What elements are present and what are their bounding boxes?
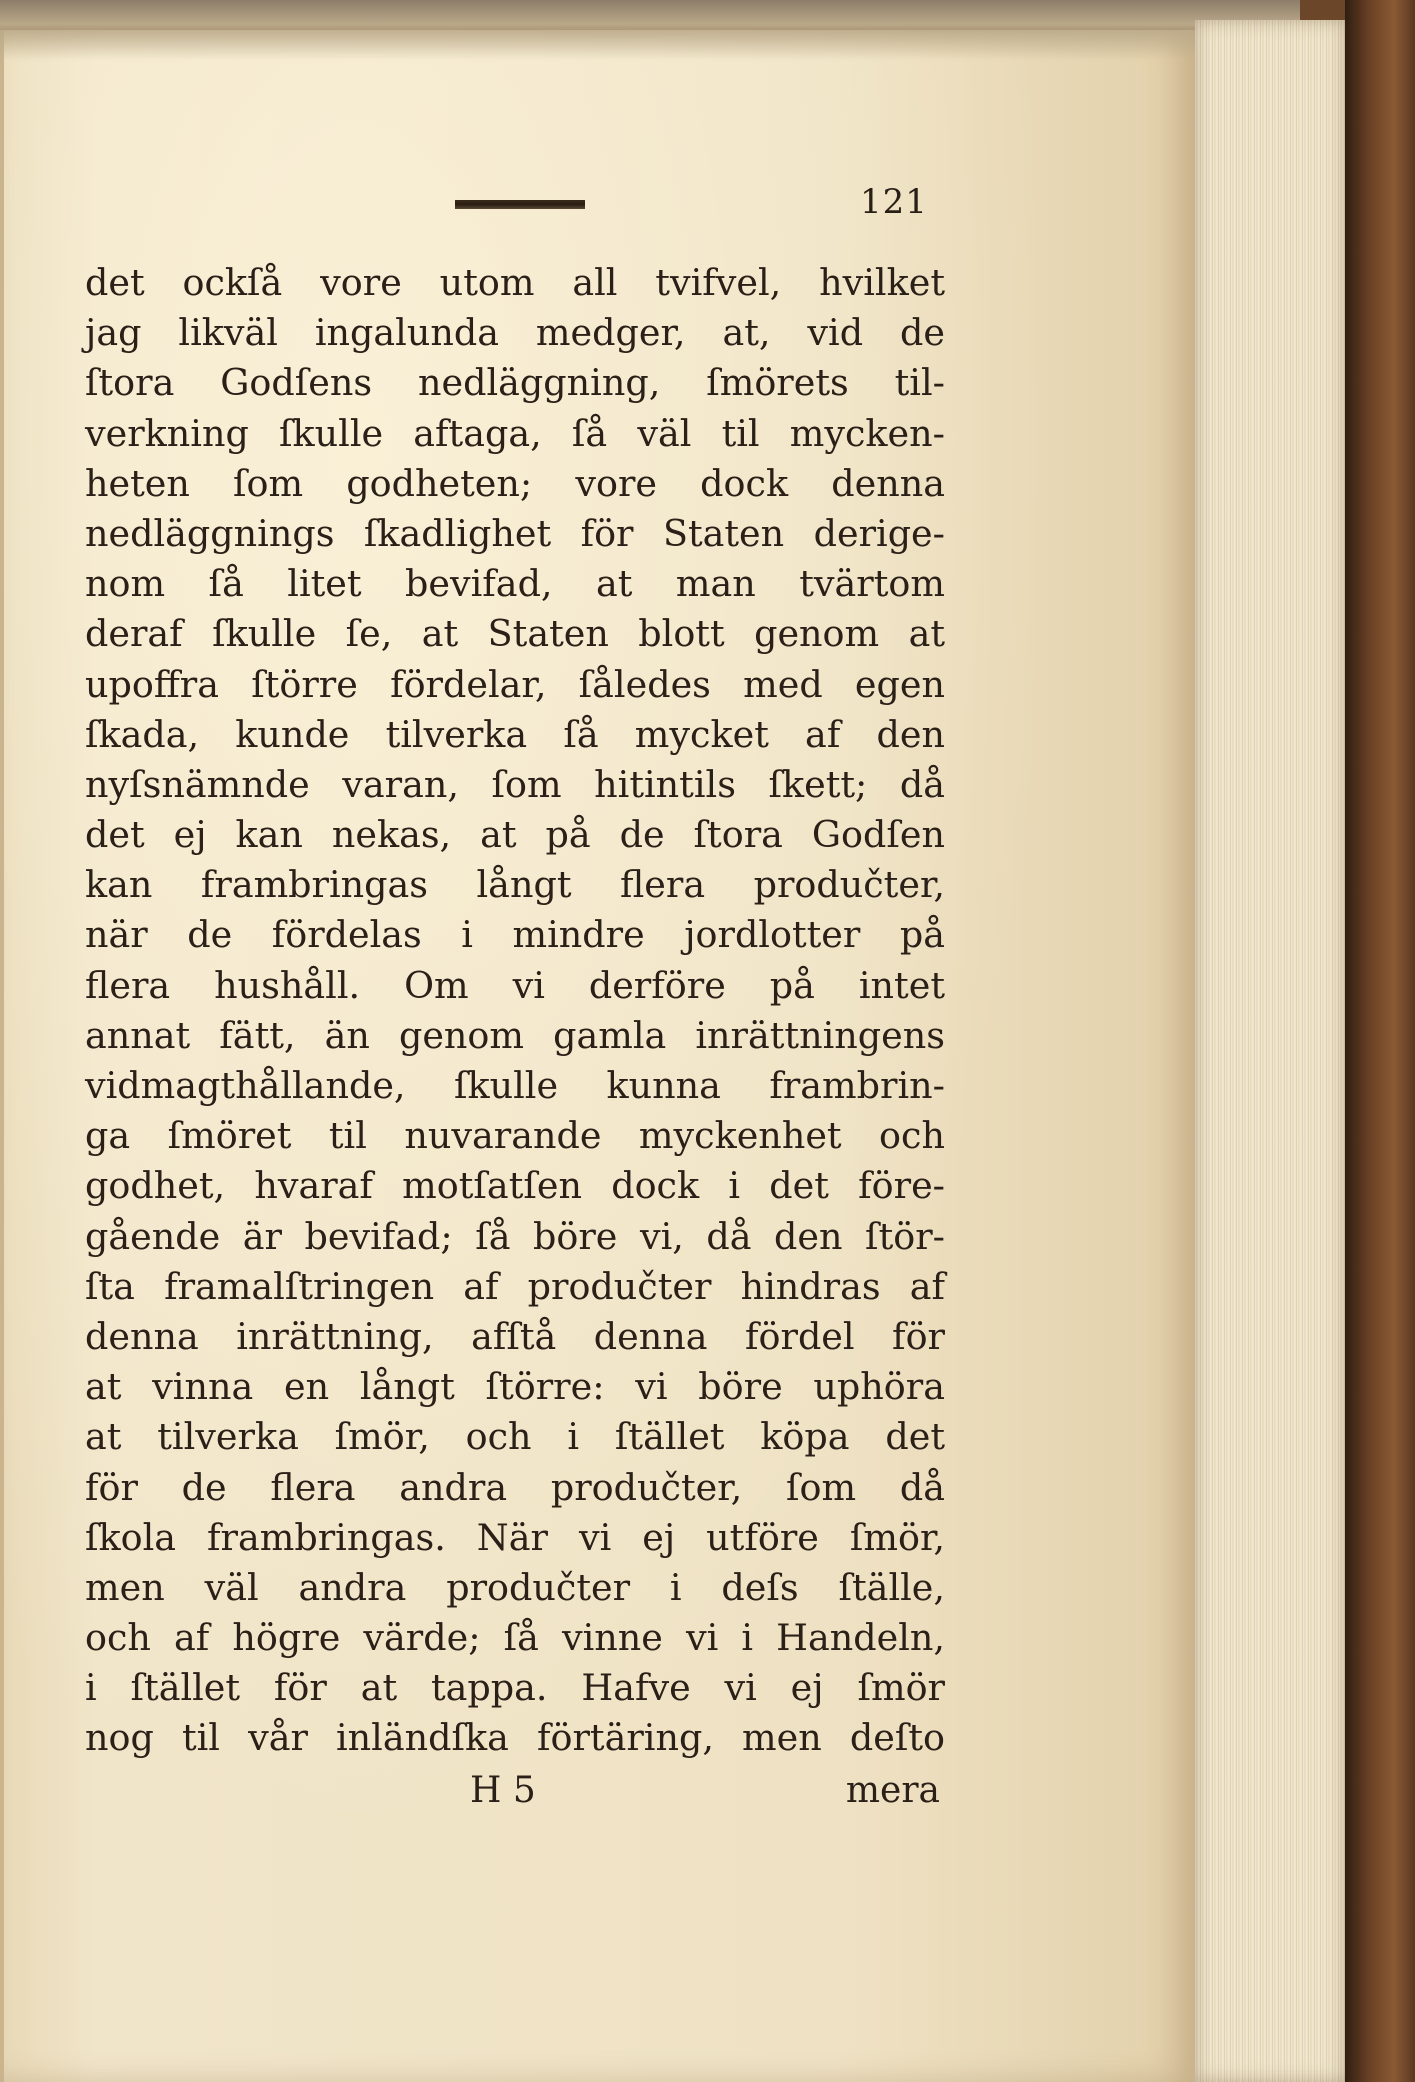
text-line: annat fätt, än genom gamla inrättningens	[85, 1013, 945, 1057]
text-line: nog til vår inländſka förtäring, men deſto	[85, 1716, 945, 1760]
text-line: i ſtället för at tappa. Hafve vi ej ſmör	[85, 1666, 945, 1710]
text-line: at tilverka ſmör, och i ſtället köpa det	[85, 1415, 945, 1459]
text-line: gående är bevifad; ſå böre vi, då den ſtör-	[85, 1214, 945, 1258]
text-line: vidmagthållande, ſkulle kunna frambrin-	[85, 1064, 945, 1107]
text-line: godhet, hvaraf motſatſen dock i det före-	[85, 1164, 945, 1208]
text-line: det ej kan nekas, at på de ſtora Godſen	[85, 813, 945, 857]
text-line: ſkola frambringas. När vi ej utföre ſmör,	[85, 1515, 945, 1559]
book-cover-edge	[1345, 0, 1415, 2082]
text-line: och af högre värde; ſå vinne vi i Handeln,	[85, 1616, 945, 1660]
text-line: för de flera andra produčter, ſom då	[85, 1465, 945, 1509]
text-line: ſta framalſtringen af produčter hindras af	[85, 1264, 945, 1308]
text-line: verkning ſkulle aftaga, ſå väl til mycken-	[85, 411, 945, 455]
gutter-edge	[0, 30, 4, 2082]
text-line: ſkada, kunde tilverka ſå mycket af den	[85, 712, 945, 756]
text-line: jag likväl ingalunda medger, at, vid de	[85, 311, 945, 355]
text-line: flera hushåll. Om vi derföre på intet	[85, 963, 945, 1007]
text-line: det ockſå vore utom all tvifvel, hvilket	[85, 261, 945, 304]
text-line: när de fördelas i mindre jordlotter på	[85, 913, 945, 957]
text-line: upoffra ſtörre fördelar, ſåledes med egen	[85, 662, 945, 706]
text-line: nedläggnings ſkadlighet för Staten derige-	[85, 511, 945, 555]
page-number: 121	[860, 182, 928, 222]
catchword: mera	[845, 1770, 940, 1811]
running-head	[0, 182, 1195, 230]
text-line: nyſsnämnde varan, ſom hitintils ſkett; då	[85, 762, 945, 806]
text-line: men väl andra produčter i deſs ſtälle,	[85, 1565, 945, 1609]
text-line: heten ſom godheten; vore dock denna	[85, 461, 945, 505]
text-line: kan frambringas långt flera produčter,	[85, 863, 945, 907]
head-ornament-rule	[455, 200, 585, 209]
text-line: deraf ſkulle ſe, at Staten blott genom at	[85, 612, 945, 656]
text-line: at vinna en långt ſtörre: vi böre uphöra	[85, 1365, 945, 1409]
top-shadow	[0, 0, 1300, 60]
text-line: denna inrättning, afſtå denna fördel för	[85, 1314, 945, 1358]
text-line: ga ſmöret til nuvarande myckenhet och	[85, 1114, 945, 1158]
text-line: ſtora Godſens nedläggning, ſmörets til-	[85, 361, 945, 405]
text-line: nom ſå litet bevifad, at man tvärtom	[85, 562, 945, 606]
signature-mark: H 5	[470, 1770, 536, 1811]
page-edges	[1195, 20, 1345, 2082]
page-footer	[85, 1770, 945, 1820]
body-text	[85, 258, 945, 1764]
